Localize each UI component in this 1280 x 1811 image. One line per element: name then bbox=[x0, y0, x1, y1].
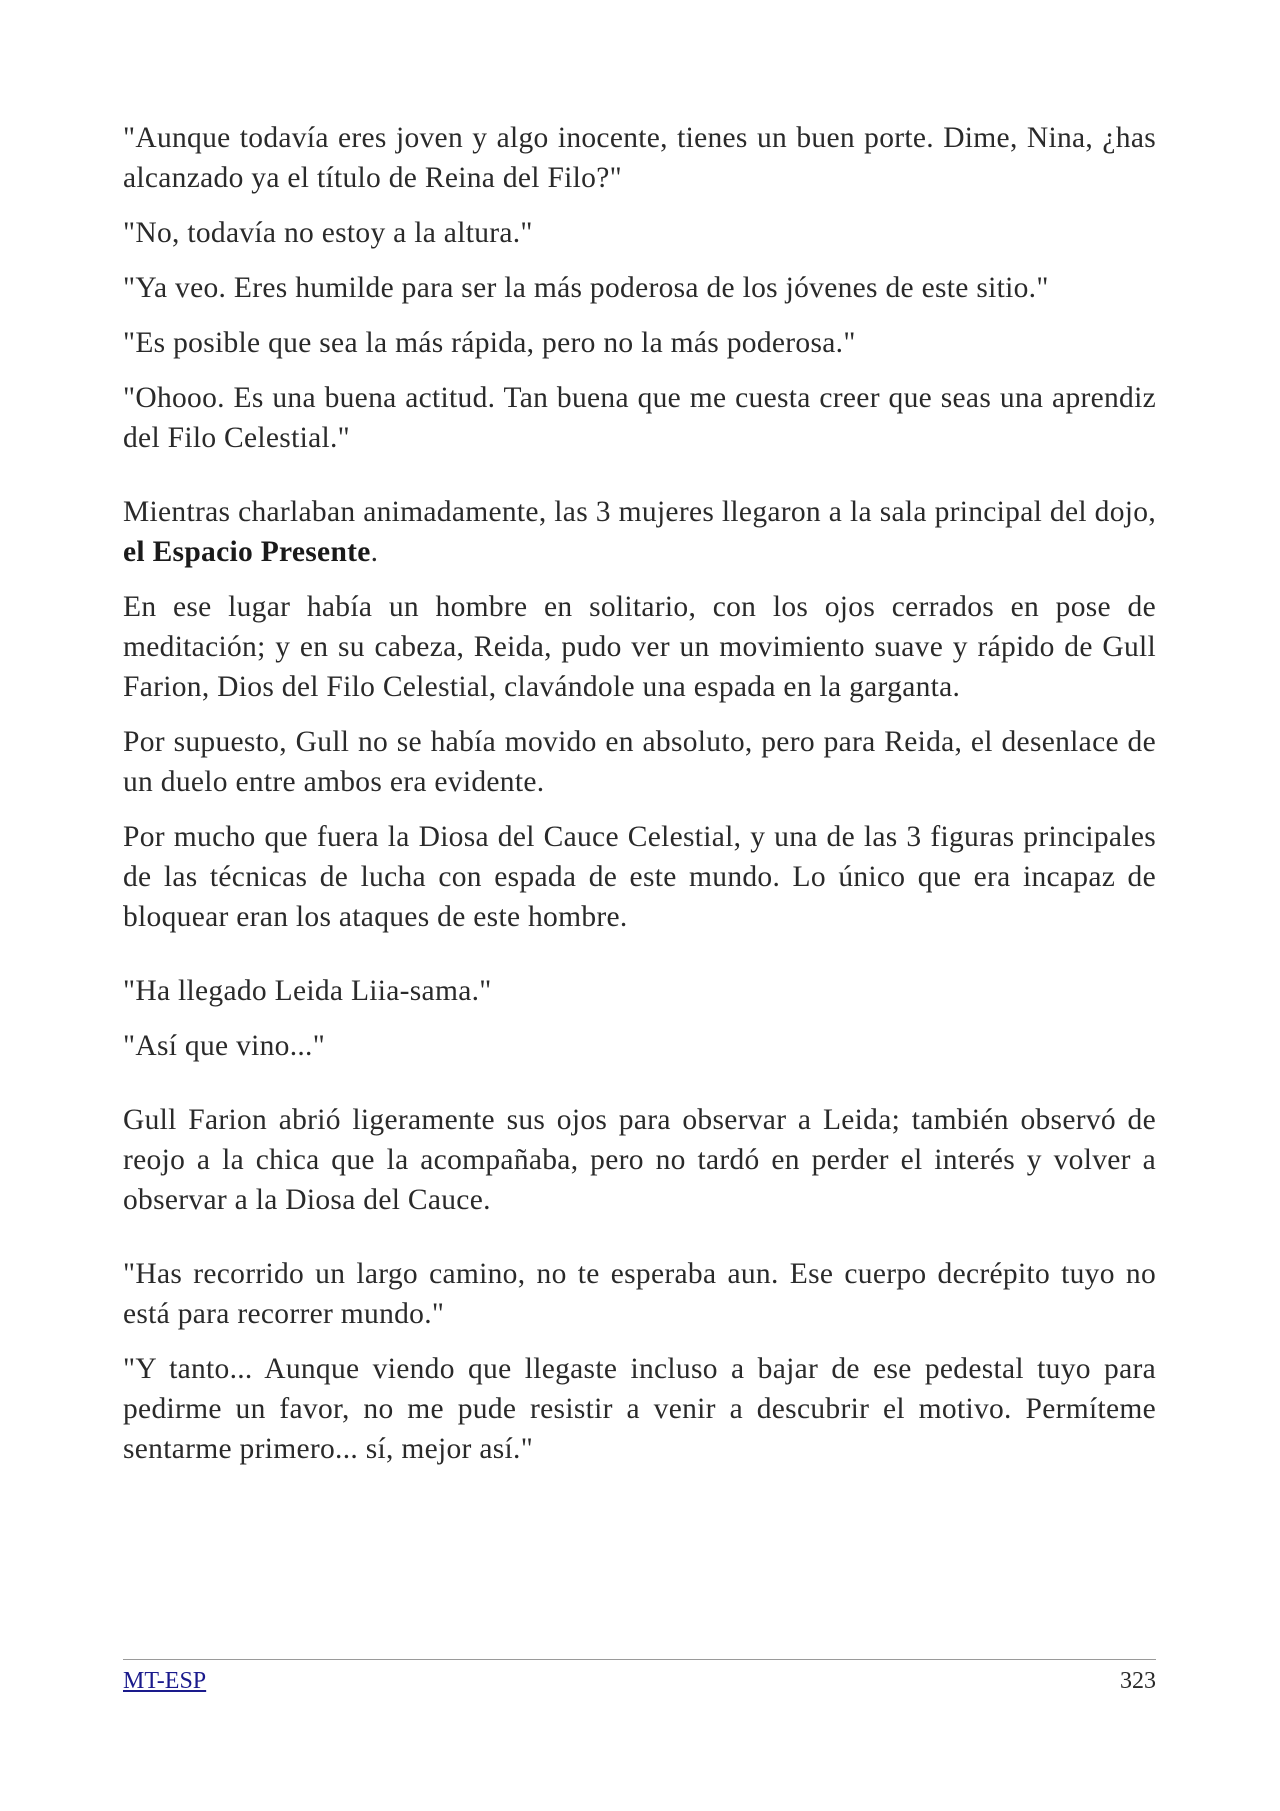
paragraph-4: "Es posible que sea la más rápida, pero no la más poderosa." bbox=[123, 327, 856, 359]
place-name-bold: el Espacio Presente bbox=[123, 536, 371, 568]
paragraph-10: "Ha llegado Leida Liia-sama." bbox=[123, 975, 492, 1007]
paragraph-11: "Así que vino..." bbox=[123, 1030, 326, 1062]
page-footer bbox=[123, 1659, 1156, 1698]
paragraph-8: Por supuesto, Gull no se había movido en absoluto, pero para Reida, el desenlace de un duelo entre ambos era evidente. bbox=[123, 726, 1156, 798]
source-link[interactable]: MT-ESP bbox=[123, 1668, 207, 1694]
paragraph-6-text: Mientras charlaban animadamente, las 3 mujeres llegaron a la sala principal del dojo, bbox=[123, 496, 1156, 528]
page-number: 323 bbox=[1120, 1668, 1156, 1694]
paragraph-9: Por mucho que fuera la Diosa del Cauce Celestial, y una de las 3 figuras principales de las técnicas de lucha con espada de este mundo. Lo único que era incapaz de bloquear eran los ataques de este hombre. bbox=[123, 821, 1156, 933]
paragraph-2: "No, todavía no estoy a la altura." bbox=[123, 217, 533, 249]
paragraph-5: "Ohooo. Es una buena actitud. Tan buena que me cuesta creer que seas una aprendiz del Filo Celestial." bbox=[123, 382, 1156, 454]
paragraph-7: En ese lugar había un hombre en solitario, con los ojos cerrados en pose de meditación; y en su cabeza, Reida, pudo ver un movimiento suave y rápido de Gull Farion, Dios del Filo Celestial, clavándole una espada en la garganta. bbox=[123, 591, 1156, 703]
document-body bbox=[123, 118, 1156, 1484]
paragraph-6-end: . bbox=[370, 536, 379, 568]
paragraph-12: Gull Farion abrió ligeramente sus ojos para observar a Leida; también observó de reojo a la chica que la acompañaba, pero no tardó en perder el interés y volver a observar a la Diosa del Cauce. bbox=[123, 1104, 1156, 1216]
paragraph-3: "Ya veo. Eres humilde para ser la más poderosa de los jóvenes de este sitio." bbox=[123, 272, 1049, 304]
paragraph-13: "Has recorrido un largo camino, no te esperaba aun. Ese cuerpo decrépito tuyo no está para recorrer mundo." bbox=[123, 1258, 1156, 1330]
paragraph-14: "Y tanto... Aunque viendo que llegaste incluso a bajar de ese pedestal tuyo para pedirme un favor, no me pude resistir a venir a descubrir el motivo. Permíteme sentarme primero... sí, mejor así." bbox=[123, 1353, 1156, 1465]
paragraph-1: "Aunque todavía eres joven y algo inocente, tienes un buen porte. Dime, Nina, ¿has alcanzado ya el título de Reina del Filo?" bbox=[123, 122, 1156, 194]
paragraph-6 bbox=[123, 492, 1156, 572]
